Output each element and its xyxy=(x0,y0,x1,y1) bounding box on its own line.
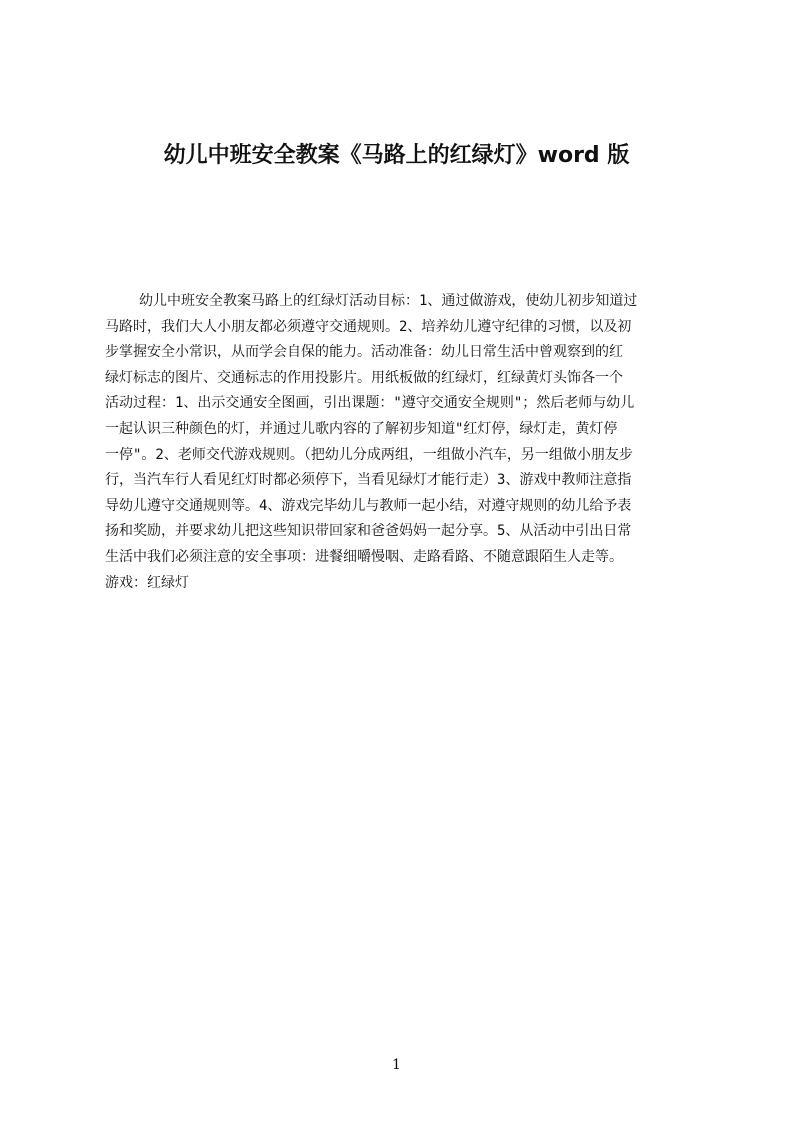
body-line: 一停"。2、老师交代游戏规则。（把幼儿分成两组，一组做小汽车，另一组做小朋友步 xyxy=(105,446,633,463)
body-line: 游戏：红绿灯 xyxy=(105,574,189,591)
body-line: 扬和奖励，并要求幼儿把这些知识带回家和爸爸妈妈一起分享。5、从活动中引出日常 xyxy=(105,523,632,540)
body-line: 幼儿中班安全教案马路上的红绿灯活动目标：1、通过做游戏，使幼儿初步知道过 xyxy=(139,293,638,309)
page-title: 幼儿中班安全教案《马路上的红绿灯》word 版 xyxy=(163,143,630,168)
body-line: 一起认识三种颜色的灯，并通过儿歌内容的了解初步知道"红灯停，绿灯走，黄灯停 xyxy=(105,420,618,437)
body-line: 马路时，我们大人小朋友都必须遵守交通规则。2、培养幼儿遵守纪律的习惯，以及初 xyxy=(105,318,632,335)
page-number: 1 xyxy=(392,1057,401,1073)
body-line: 行，当汽车行人看见红灯时都必须停下，当看见绿灯才能行走）3、游戏中教师注意指 xyxy=(105,472,632,489)
body-line: 绿灯标志的图片、交通标志的作用投影片。用纸板做的红绿灯，红绿黄灯头饰各一个 xyxy=(105,369,623,386)
body-line: 生活中我们必须注意的安全事项：进餐细嚼慢咽、走路看路、不随意跟陌生人走等。 xyxy=(105,548,623,565)
body-line: 步掌握安全小常识，从而学会自保的能力。活动准备：幼儿日常生活中曾观察到的红 xyxy=(105,344,623,361)
body-line: 活动过程：1、出示交通安全图画，引出课题："遵守交通安全规则"；然后老师与幼儿 xyxy=(105,395,635,412)
body-text xyxy=(105,289,711,596)
body-line: 导幼儿遵守交通规则等。4、游戏完毕幼儿与教师一起小结，对遵守规则的幼儿给予表 xyxy=(105,497,632,514)
